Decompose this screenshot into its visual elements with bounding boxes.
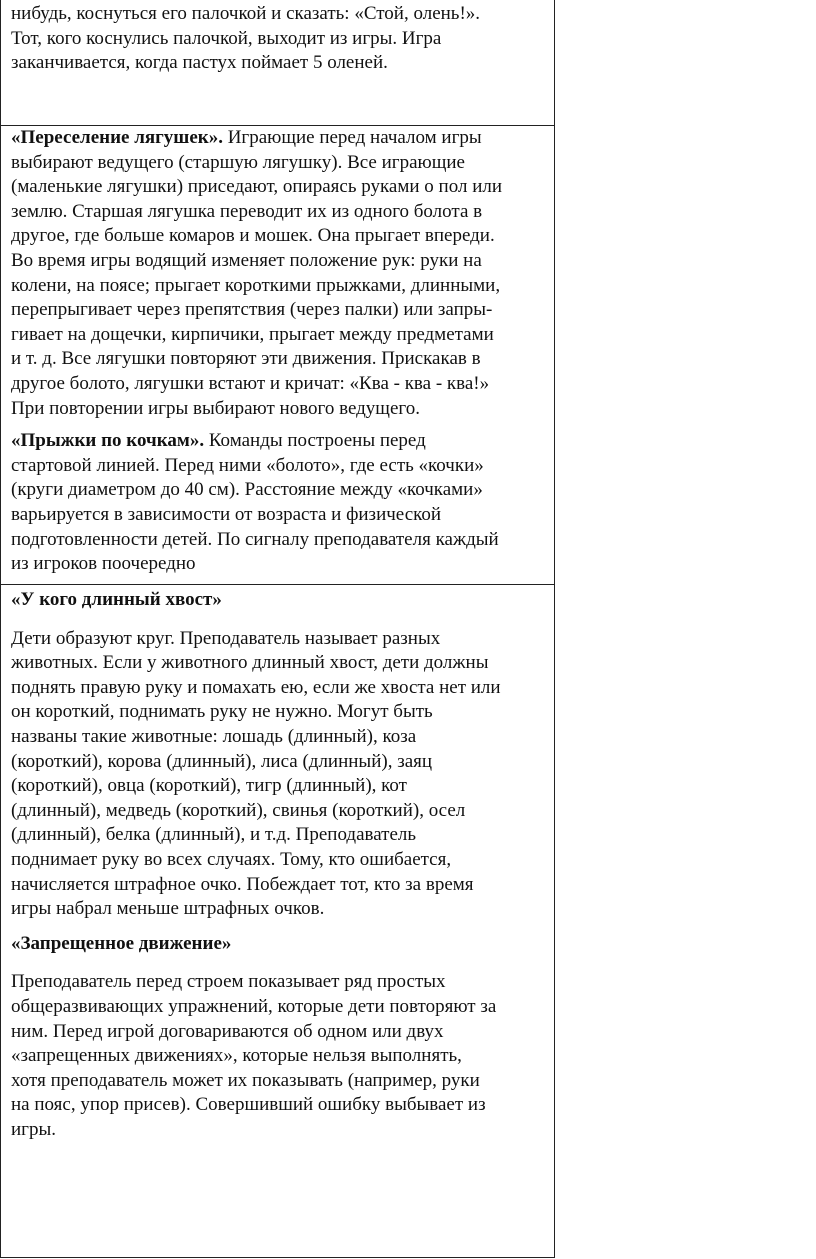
game-text-forbidden-move: Преподаватель перед строем показывает ряд простых общеразвивающих упражнений, которые дети повторяют за ним. Перед игрой договариваются об одном или двух «запрещенных движениях», которые нельзя выполнять, хотя преподаватель может их показывать (например, руки на пояс, упор присев). Совершивший ошибку выбывает из игры.: [11, 971, 497, 1140]
table-row-divider: [1, 584, 554, 585]
game-text-long-tail: Дети образуют круг. Преподаватель называет разных животных. Если у животного длинный хвост, дети должны поднять правую руку и помахать ею, если же хвоста нет или он короткий, поднимать руку не нужно. Могут быть названы такие животные: лошадь (длинный), коза (короткий), корова (длинный), лиса (длинный), заяц (короткий), овца (короткий), тигр (длинный), кот (длинный), медведь (короткий), свинья (короткий), осел (длинный), белка (длинный), и т.д. Преподаватель поднимает руку во всех случаях. Тому, кто ошибается, начисляется штрафное очко. Побеждает тот, кто за время игры набрал меньше штрафных очков.: [11, 627, 501, 920]
paragraph-deer-game-end: нибудь, коснуться его палочкой и сказать: «Стой, олень!». Тот, кого коснулись палочкой, выходит из игры. Игра заканчивается, когда пастух поймает 5 оленей.: [11, 3, 481, 74]
game-text-hummocks: Команды построены перед стартовой линией. Перед ними «болото», где есть «кочки» (круги диаметром до 40 см). Расстояние между «кочками» варьируется в зависимости от возраста и физической подготовленности детей. По сигналу преподавателя каждый из игроков поочередно: [11, 430, 499, 575]
game-title-long-tail: [11, 588, 554, 613]
table-cell-3: [1, 588, 554, 1142]
game-title-forbidden-move-text: «Запрещенное движение»: [11, 932, 232, 954]
paragraph-frogs-game: [11, 126, 554, 421]
paragraph-hummocks-game: [11, 429, 554, 577]
game-text-frogs: Играющие перед началом игры выбирают ведущего (старшую лягушку). Все играющие (маленькие лягушки) приседают, опираясь руками о пол или землю. Старшая лягушка переводит их из одного болота в другое, где больше комаров и мошек. Она прыгает впереди. Во время игры водящий изменяет положение рук: руки на колени, на поясе; прыгает короткими прыжками, длинными, перепрыгивает через препятствия (через палки) или запры- гивает на дощечки, кирпичики, прыгает между предметами и т. д. Все лягушки повторяют эти движения. Прискакав в другое болото, лягушки встают и кричат: «Ква - ква - ква!» При повторении игры выбирают нового ведущего.: [11, 127, 503, 419]
table-cell-2: [1, 126, 554, 577]
game-title-frogs: «Переселение лягушек».: [11, 127, 223, 148]
game-title-forbidden-move: [11, 932, 554, 957]
table-cell-1: [1, 2, 554, 76]
game-title-hummocks: «Прыжки по кочкам».: [11, 430, 205, 452]
game-title-long-tail-text: «У кого длинный хвост»: [11, 589, 222, 610]
